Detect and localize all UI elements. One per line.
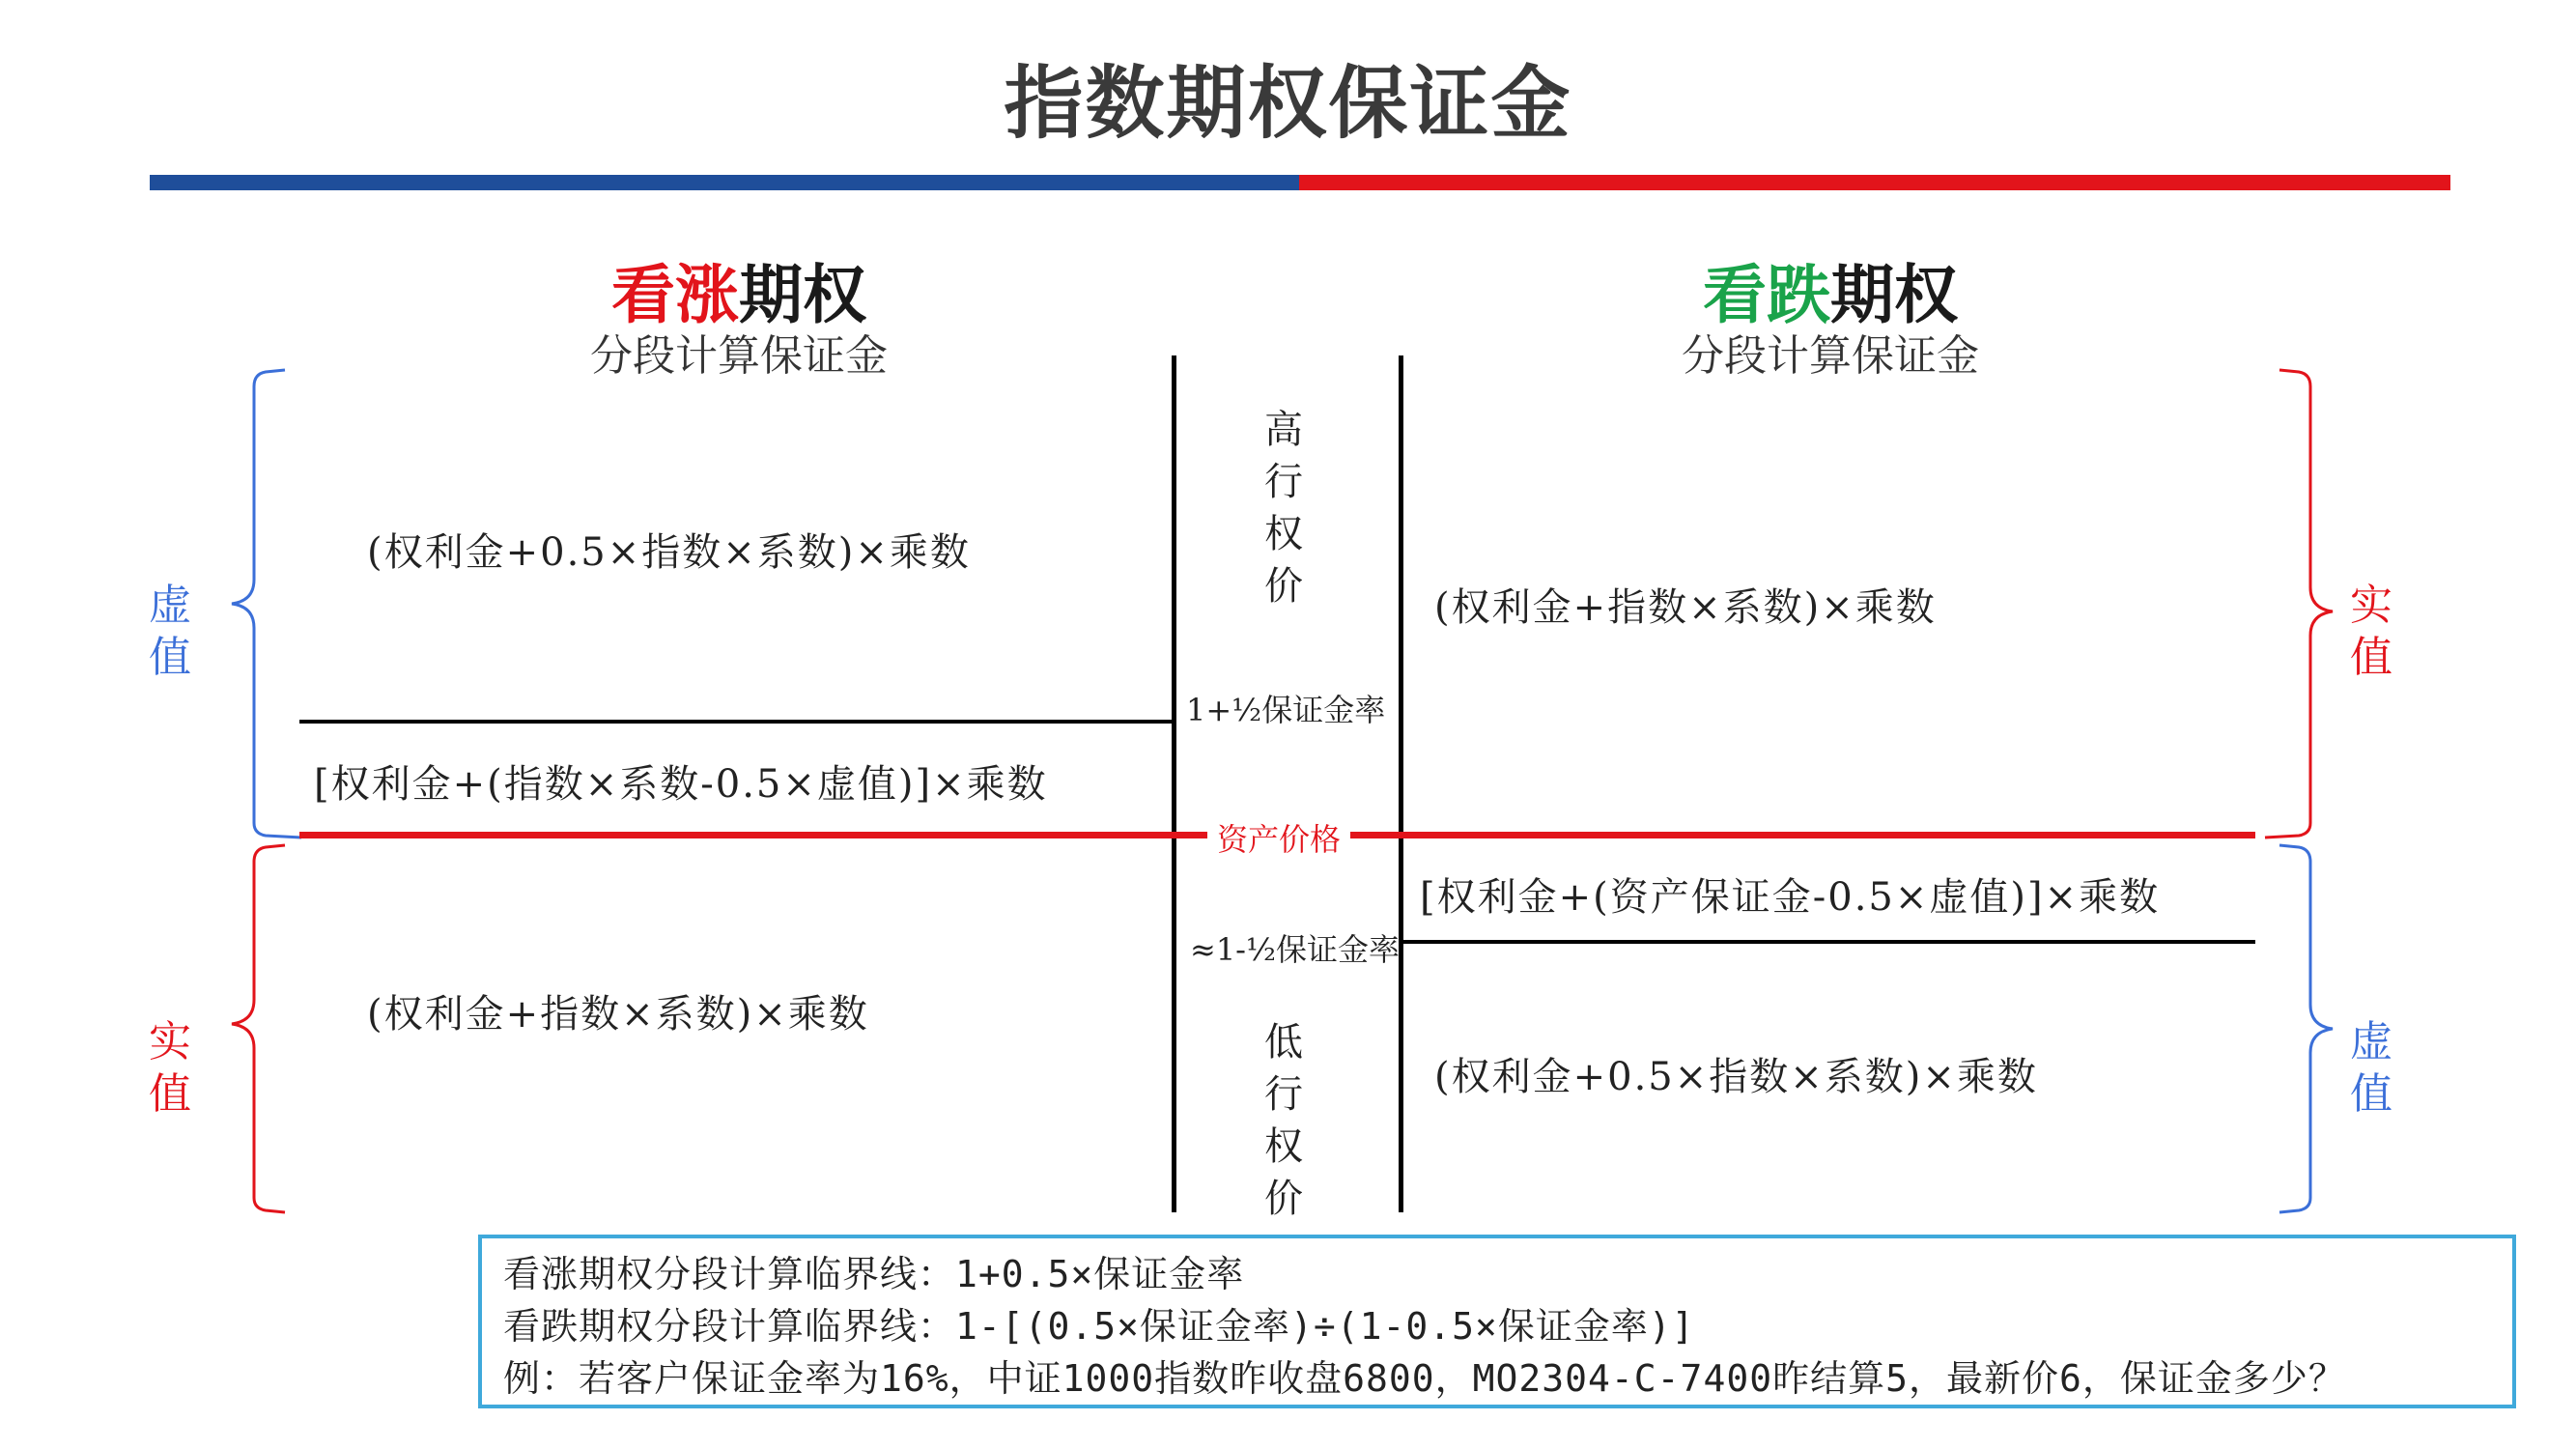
put-formula-otm-low: (权利金+0.5×指数×系数)×乘数 xyxy=(1434,1055,2038,1099)
call-subtitle: 分段计算保证金 xyxy=(590,331,888,381)
side-char: 虚 xyxy=(149,581,191,630)
right-top-bracket xyxy=(2265,370,2333,838)
note-call-threshold: 看涨期权分段计算临界线：1+0.5×保证金率 xyxy=(503,1253,1245,1295)
call-formula-itm: (权利金+指数×系数)×乘数 xyxy=(367,992,869,1037)
center-char: 低 xyxy=(1264,1020,1303,1065)
center-char: 价 xyxy=(1264,564,1303,609)
center-char: 价 xyxy=(1264,1177,1303,1221)
center-char: 高 xyxy=(1264,408,1303,452)
left-top-bracket xyxy=(232,370,301,838)
low-strike-label xyxy=(1255,1016,1313,1225)
side-char: 值 xyxy=(2350,633,2392,682)
put-formula-otm-near: [权利金+(资产保证金-0.5×虚值)]×乘数 xyxy=(1420,875,2161,920)
put-side-label-otm xyxy=(2342,1016,2400,1121)
note-example-question: 例：若客户保证金率为16%，中证1000指数昨收盘6800，MO2304-C-7400昨结算5，最新价6，保证金多少？ xyxy=(503,1357,2346,1400)
side-char: 值 xyxy=(149,1069,191,1119)
side-char: 实 xyxy=(149,1017,191,1066)
call-side-label-otm xyxy=(141,580,199,684)
put-subtitle: 分段计算保证金 xyxy=(1682,331,1979,381)
right-divider-line xyxy=(1399,355,1403,1212)
lower-threshold-label: ≈1-½保证金率 xyxy=(1190,931,1401,968)
call-side-label-itm xyxy=(141,1016,199,1121)
side-char: 值 xyxy=(149,633,191,682)
upper-threshold-label: 1+½保证金率 xyxy=(1186,692,1386,728)
put-formula-itm: (权利金+指数×系数)×乘数 xyxy=(1434,585,1937,630)
side-char: 虚 xyxy=(2350,1017,2392,1066)
side-char: 值 xyxy=(2350,1069,2392,1119)
center-char: 权 xyxy=(1264,512,1303,556)
call-formula-otm-near: [权利金+(指数×系数-0.5×虚值)]×乘数 xyxy=(314,762,1048,807)
put-side-label-itm xyxy=(2342,580,2400,684)
center-char: 权 xyxy=(1264,1124,1303,1169)
notes-box xyxy=(478,1235,2516,1408)
put-threshold-line xyxy=(1403,940,2255,944)
left-bottom-bracket xyxy=(232,845,285,1212)
asset-price-label: 资产价格 xyxy=(1207,815,1350,860)
put-heading-rest: 期权 xyxy=(1830,258,1958,332)
left-divider-line xyxy=(1172,355,1176,1212)
right-bottom-bracket xyxy=(2279,845,2333,1212)
call-heading-rest: 期权 xyxy=(739,258,866,332)
center-char: 行 xyxy=(1264,460,1303,504)
side-char: 实 xyxy=(2350,581,2392,630)
call-heading-colored: 看涨 xyxy=(611,258,739,332)
high-strike-label xyxy=(1255,404,1313,612)
call-threshold-line xyxy=(299,720,1172,724)
put-heading-colored: 看跌 xyxy=(1703,258,1830,332)
call-formula-otm-high: (权利金+0.5×指数×系数)×乘数 xyxy=(367,530,971,575)
center-char: 行 xyxy=(1264,1072,1303,1117)
page-title: 指数期权保证金 xyxy=(1004,58,1572,150)
note-put-threshold: 看跌期权分段计算临界线：1-[(0.5×保证金率)÷(1-0.5×保证金率)] xyxy=(503,1305,1695,1348)
